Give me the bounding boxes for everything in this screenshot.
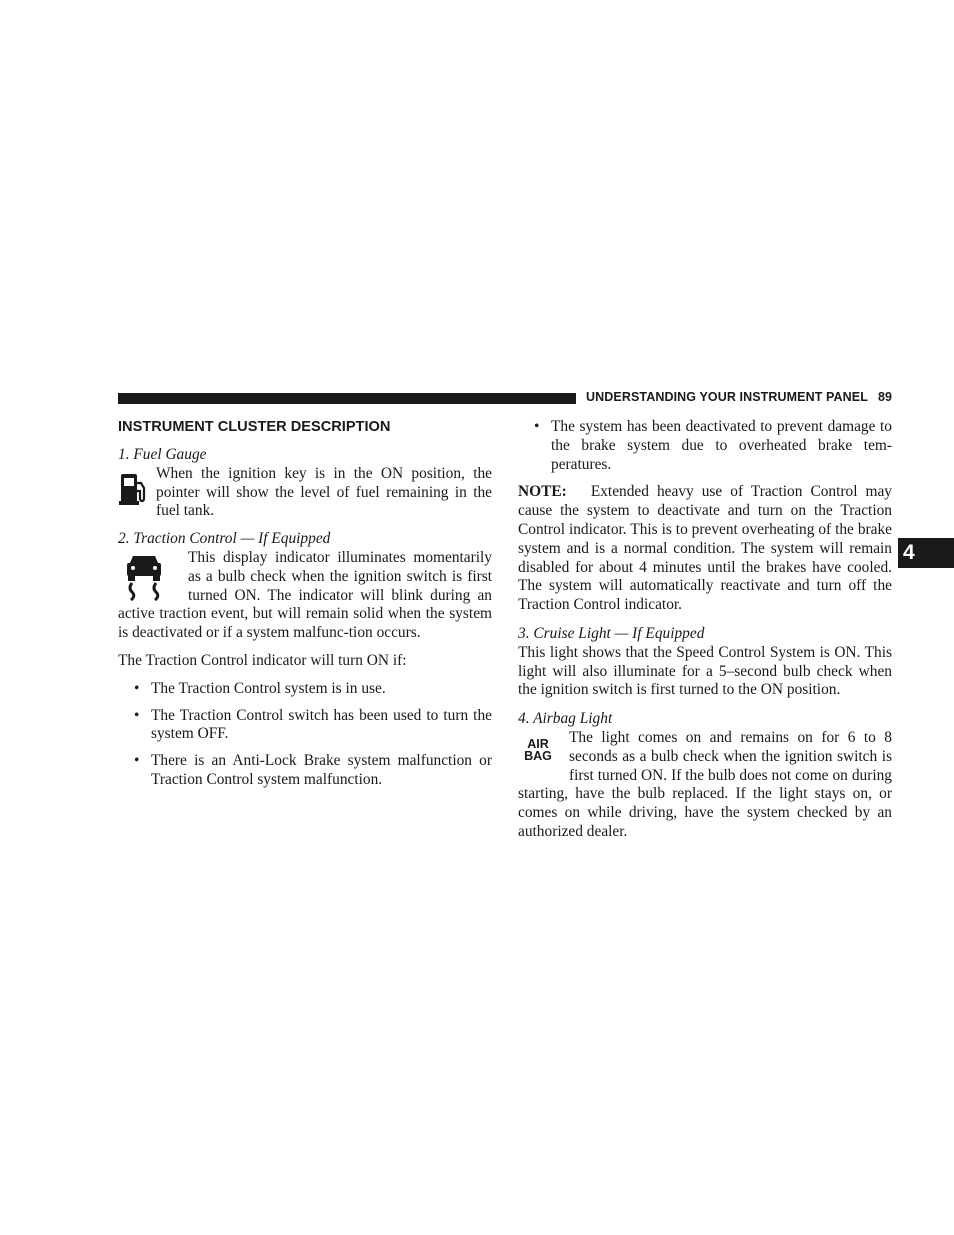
section-title: INSTRUMENT CLUSTER DESCRIPTION [118,419,391,435]
continued-conditions-list [518,418,892,474]
traction-control-block [118,549,492,643]
left-column [118,418,492,798]
header-rule [118,393,576,404]
chapter-tab: 4 [898,538,954,568]
note-text: Extended heavy use of Traction Control may cause the system to deactivate and turn on the Traction Control indicator. This is to prevent overheating of the brake system and is a normal condition. The system will remain disabled for about 4 minutes until the brakes have cooled. The system will automatically reactivate and turn off the Traction Control indicator. [518,483,892,614]
airbag-light-heading: 4. Airbag Light [518,710,613,728]
airbag-light-text: The light comes on and remains on for 6 to 8 seconds as a bulb check when the ignition switch is first turned ON. If the bulb does not come on during starting, have the bulb replaced. If the light stays on, or comes on while driving, have the system checked by an authorized dealer. [518,728,892,840]
running-head [586,390,892,404]
turn-on-conditions-list [118,680,492,790]
turn-on-intro: The Traction Control indicator will turn ON if: [118,651,407,669]
cruise-light-heading: 3. Cruise Light — If Equipped [518,624,705,642]
running-head-title: UNDERSTANDING YOUR INSTRUMENT PANEL [586,390,868,404]
traction-control-icon [122,553,166,603]
note-label: NOTE: [518,483,567,501]
traction-control-heading: 2. Traction Control — If Equipped [118,530,331,548]
airbag-light-block [518,729,892,842]
fuel-pump-icon [118,471,148,507]
airbag-icon: AIR BAG [524,736,552,764]
list-item: • There is an Anti-Lock Brake system malfunction or Traction Control system malfunction. [134,752,492,788]
traction-control-text: This display indicator illuminates momentarily as a bulb check when the ignition switch is first turned ON. The indicator will blink during an active traction event, but will remain solid when the system is deactivated or if a system malfunc-tion occurs. [118,548,492,642]
right-column [518,418,892,842]
page-number: 89 [877,390,893,404]
fuel-gauge-block [118,465,492,521]
cruise-light-text: This light shows that the Speed Control System is ON. This light will also illuminate for a 5–second bulb check when the ignition switch is first turned to the ON position. [518,643,892,699]
note-paragraph [518,483,892,615]
list-item: • The Traction Control system is in use. [134,679,386,697]
list-item: • The Traction Control switch has been used to turn the system OFF. [134,706,492,743]
list-item: • The system has been deactivated to prevent damage to the brake system due to overheated brake tem-peratures. [534,418,892,473]
fuel-gauge-text: When the ignition key is in the ON position, the pointer will show the level of fuel remaining in the fuel tank. [156,464,492,520]
fuel-gauge-heading: 1. Fuel Gauge [118,446,207,463]
